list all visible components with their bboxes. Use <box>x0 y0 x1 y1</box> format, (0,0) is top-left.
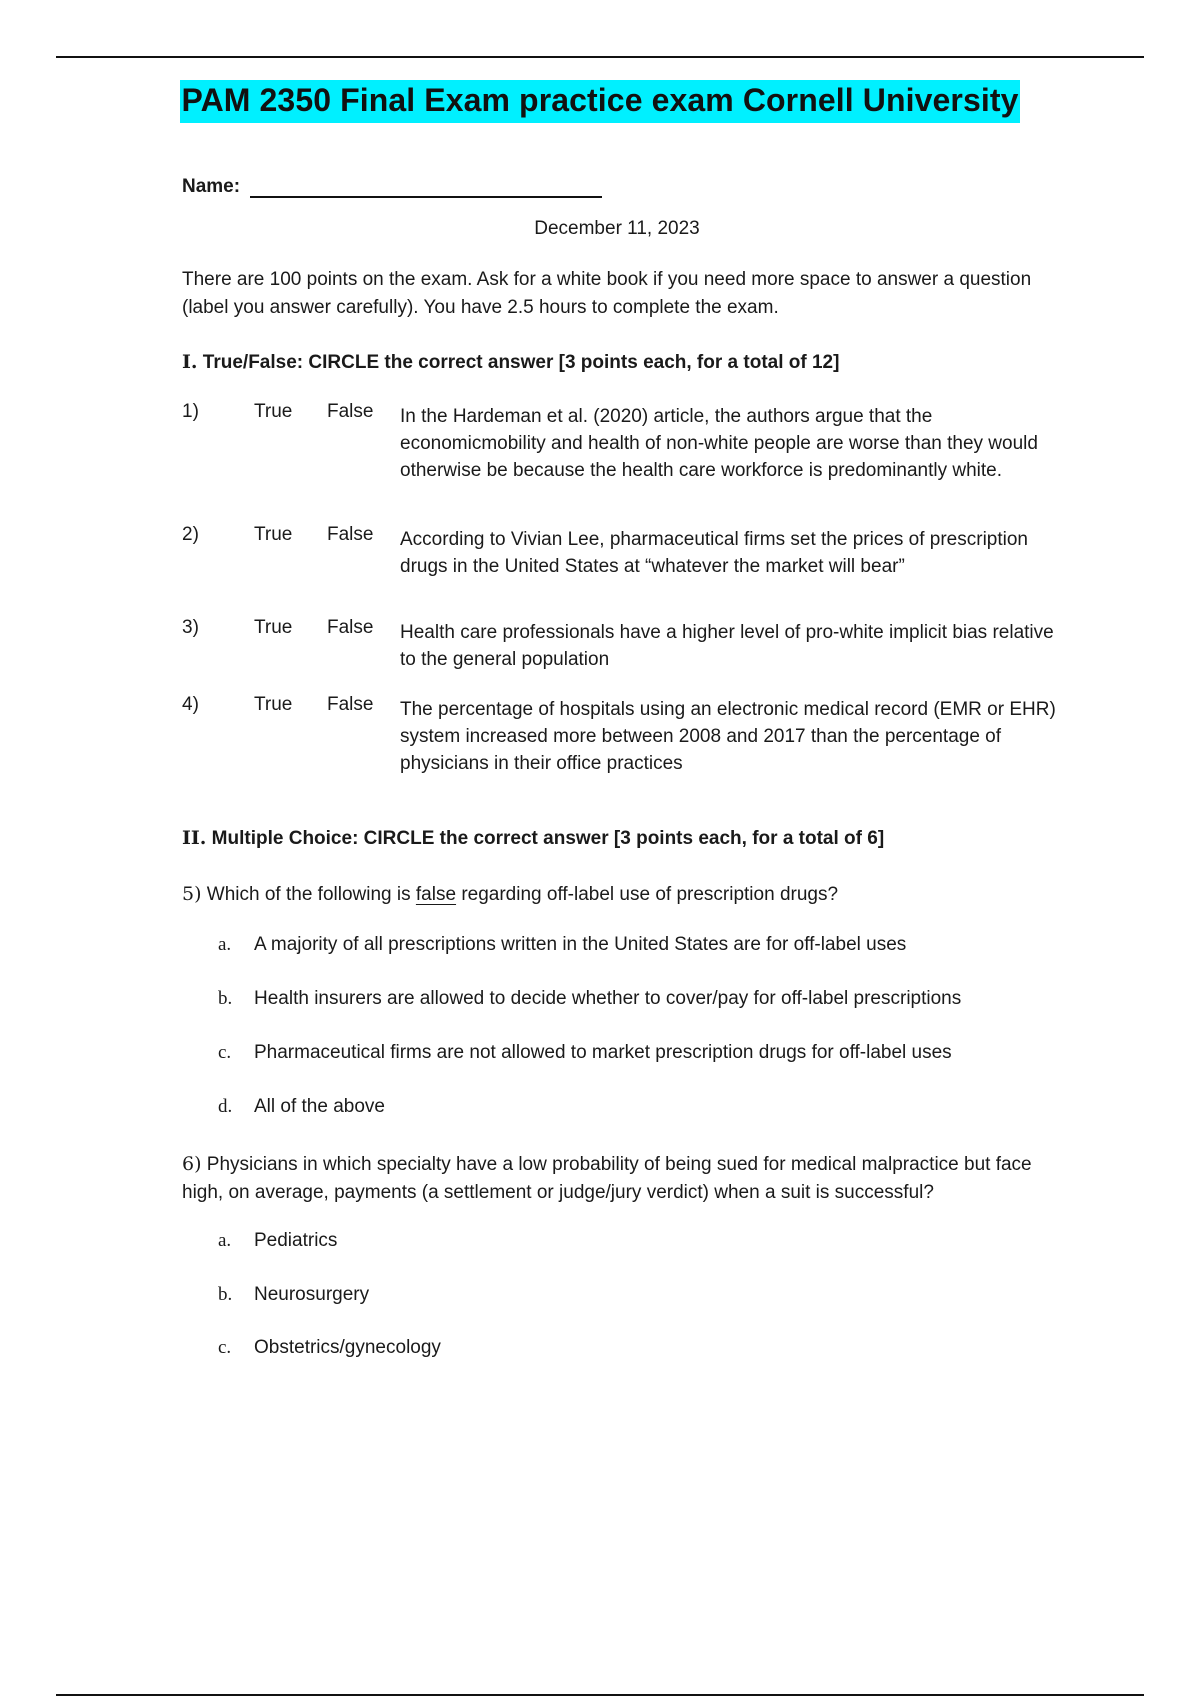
question-number: 1) <box>182 401 199 422</box>
option-letter: c. <box>218 1042 232 1063</box>
true-option[interactable]: True <box>254 401 293 422</box>
underlined-word: false <box>415 884 457 905</box>
option-letter: b. <box>218 1284 233 1305</box>
question-6 <box>182 1150 1062 1207</box>
option-text: A majority of all prescriptions written in the United States are for off-label uses <box>254 934 907 955</box>
section-numeral: II. <box>182 827 207 849</box>
option-letter: d. <box>218 1096 233 1117</box>
true-option[interactable]: True <box>254 617 293 638</box>
statement-text: According to Vivian Lee, pharmaceutical firms set the prices of prescription drugs in the United States at “whatever the market will bear” <box>400 529 1029 577</box>
false-option[interactable]: False <box>327 694 374 715</box>
question-5 <box>182 880 1062 909</box>
section-title: True/False: CIRCLE the correct answer [3 points each, for a total of 12] <box>202 352 840 373</box>
section-heading-true-false <box>182 351 839 374</box>
option-letter: b. <box>218 988 233 1009</box>
question-text: Physicians in which specialty have a low probability of being sued for medical malpractice but face high, on average, payments (a settlement or judge/jury verdict) when a suit is successful? <box>182 1154 1032 1203</box>
page-title: PAM 2350 Final Exam practice exam Cornell University <box>180 80 1021 123</box>
option-letter: a. <box>218 934 232 955</box>
option-text: All of the above <box>254 1096 385 1117</box>
exam-date: December 11, 2023 <box>534 218 700 239</box>
question-number: 6) <box>182 1153 202 1175</box>
false-option[interactable]: False <box>327 617 374 638</box>
statement-text: Health care professionals have a higher level of pro-white implicit bias relative to the general population <box>400 622 1054 670</box>
instructions: There are 100 points on the exam. Ask for a white book if you need more space to answer a question (label you answer carefully). You have 2.5 hours to complete the exam. <box>182 269 1032 318</box>
question-number: 3) <box>182 617 199 638</box>
question-text-end: regarding off-label use of prescription drugs? <box>461 884 839 905</box>
option-letter: c. <box>218 1337 232 1358</box>
option-letter: a. <box>218 1230 232 1251</box>
false-option[interactable]: False <box>327 524 374 545</box>
true-option[interactable]: True <box>254 694 293 715</box>
question-text-start: Which of the following is <box>206 884 411 905</box>
section-title: Multiple Choice: CIRCLE the correct answer [3 points each, for a total of 6] <box>211 828 885 849</box>
section-numeral: I. <box>182 351 198 373</box>
false-option[interactable]: False <box>327 401 374 422</box>
option-text: Pharmaceutical firms are not allowed to market prescription drugs for off-label uses <box>254 1042 952 1063</box>
top-rule <box>56 56 1144 58</box>
name-blank-line[interactable] <box>250 174 602 198</box>
question-number: 2) <box>182 524 199 545</box>
statement-text: In the Hardeman et al. (2020) article, the authors argue that the economicmobility and health of non-white people are worse than they would otherwise be because the health care workforce is predominantly white. <box>400 406 1038 481</box>
section-heading-multiple-choice <box>182 827 884 850</box>
name-row <box>182 168 1062 198</box>
bottom-rule <box>56 1694 1144 1696</box>
option-text: Obstetrics/gynecology <box>254 1337 441 1358</box>
exam-content <box>182 168 1062 1358</box>
option-text: Pediatrics <box>254 1230 338 1251</box>
name-label: Name: <box>182 176 241 197</box>
true-option[interactable]: True <box>254 524 293 545</box>
option-text: Neurosurgery <box>254 1284 370 1305</box>
question-number: 5) <box>182 883 202 905</box>
question-number: 4) <box>182 694 199 715</box>
title-container <box>0 80 1200 123</box>
statement-text: The percentage of hospitals using an electronic medical record (EMR or EHR) system increased more between 2008 and 2017 than the percentage of physicians in their office practices <box>400 699 1056 774</box>
option-text: Health insurers are allowed to decide whether to cover/pay for off-label prescriptions <box>254 988 962 1009</box>
